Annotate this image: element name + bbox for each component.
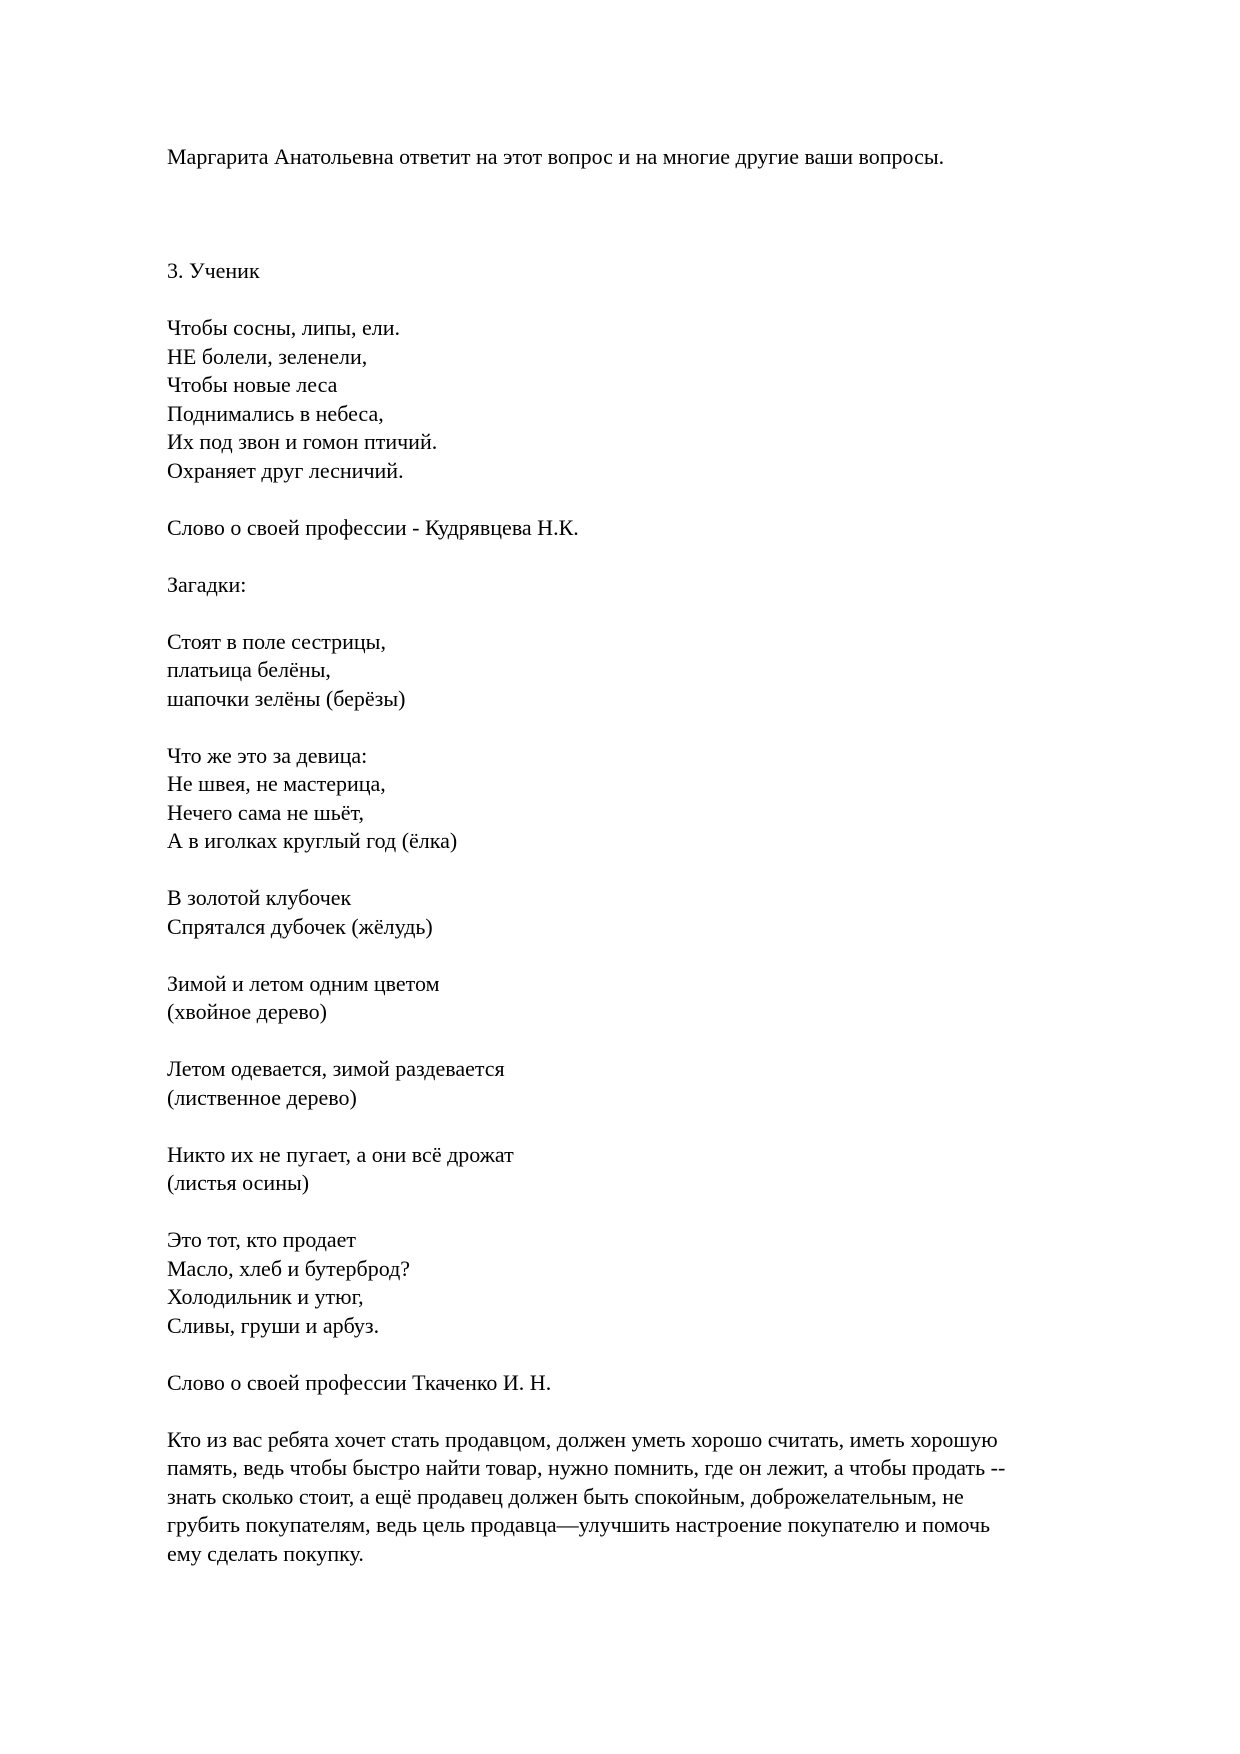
text-line: (лиственное дерево) [167, 1084, 357, 1110]
text-line: Поднимались в небеса, [167, 400, 384, 426]
blank-line [167, 229, 1177, 258]
text-line: Зимой и летом одним цветом [167, 970, 440, 996]
text-line: знать сколько стоит, а ещё продавец должен быть спокойным, доброжелательным, не [167, 1483, 964, 1509]
text-line: А в иголках круглый год (ёлка) [167, 828, 458, 853]
poem-forester [167, 314, 1177, 485]
profession-tkachenko [167, 1369, 1177, 1398]
text-line: Не швея, не мастерица, [167, 771, 386, 796]
text-line: Это тот, кто продает [167, 1227, 357, 1252]
text-line: (хвойное дерево) [167, 999, 327, 1024]
text-line: шапочки зелёны (берёзы) [167, 685, 406, 711]
text-line: Летом одевается, зимой раздевается [167, 1056, 505, 1081]
blank-line [167, 1340, 1177, 1369]
riddles-heading [167, 571, 1177, 600]
riddle-seller [167, 1226, 1177, 1340]
text-line: Сливы, груши и арбуз. [167, 1312, 380, 1338]
blank-line [167, 200, 1177, 229]
seller-description-paragraph [167, 1426, 1177, 1569]
text-line: НЕ болели, зеленели, [167, 343, 368, 369]
text-line: В золотой клубочек [167, 885, 352, 910]
text-line: грубить покупателям, ведь цель продавца—улучшить настроение покупателю и помочь [167, 1512, 991, 1537]
text-line: Слово о своей профессии - Кудрявцева Н.К. [167, 514, 579, 540]
riddle-acorn [167, 884, 1177, 941]
riddle-fir-tree [167, 742, 1177, 856]
text-line: Чтобы сосны, липы, ели. [167, 315, 401, 340]
text-line: Никто их не пугает, а они всё дрожат [167, 1141, 514, 1167]
text-line: Спрятался дубочек (жёлудь) [167, 913, 433, 939]
blank-line [167, 1112, 1177, 1141]
heading-pupil-3 [167, 257, 1177, 286]
blank-line [167, 172, 1177, 201]
blank-line [167, 1027, 1177, 1056]
riddle-aspen-leaves [167, 1141, 1177, 1198]
text-line: Холодильник и утюг, [167, 1284, 364, 1309]
text-line: Что же это за девица: [167, 742, 368, 768]
text-line: память, ведь чтобы быстро найти товар, нужно помнить, где он лежит, а чтобы продать -- [167, 1455, 1006, 1480]
blank-line [167, 1397, 1177, 1426]
intro-sentence [167, 143, 1177, 172]
blank-line [167, 713, 1177, 742]
text-line: Чтобы новые леса [167, 372, 338, 397]
riddle-deciduous [167, 1055, 1177, 1112]
blank-line [167, 542, 1177, 571]
text-line: Масло, хлеб и бутерброд? [167, 1255, 411, 1281]
blank-line [167, 1198, 1177, 1227]
riddle-conifer [167, 970, 1177, 1027]
text-line: (листья осины) [167, 1170, 310, 1195]
profession-kudryavtseva [167, 514, 1177, 543]
text-line: 3. Ученик [167, 258, 260, 283]
text-line: Кто из вас ребята хочет стать продавцом, должен уметь хорошо считать, иметь хорошую [167, 1426, 998, 1452]
text-line: Маргарита Анатольевна ответит на этот вопрос и на многие другие ваши вопросы. [167, 144, 945, 169]
riddle-birches [167, 628, 1177, 714]
text-line: ему сделать покупку. [167, 1540, 364, 1566]
text-line: Загадки: [167, 571, 247, 597]
document-content [167, 143, 1177, 1568]
text-line: платьица белёны, [167, 657, 331, 682]
blank-line [167, 286, 1177, 315]
text-line: Нечего сама не шьёт, [167, 799, 364, 825]
text-line: Их под звон и гомон птичий. [167, 429, 438, 454]
blank-line [167, 941, 1177, 970]
blank-line [167, 485, 1177, 514]
text-line: Охраняет друг лесничий. [167, 457, 404, 483]
blank-line [167, 856, 1177, 885]
text-line: Стоят в поле сестрицы, [167, 628, 386, 654]
blank-line [167, 599, 1177, 628]
text-line: Слово о своей профессии Ткаченко И. Н. [167, 1369, 552, 1395]
